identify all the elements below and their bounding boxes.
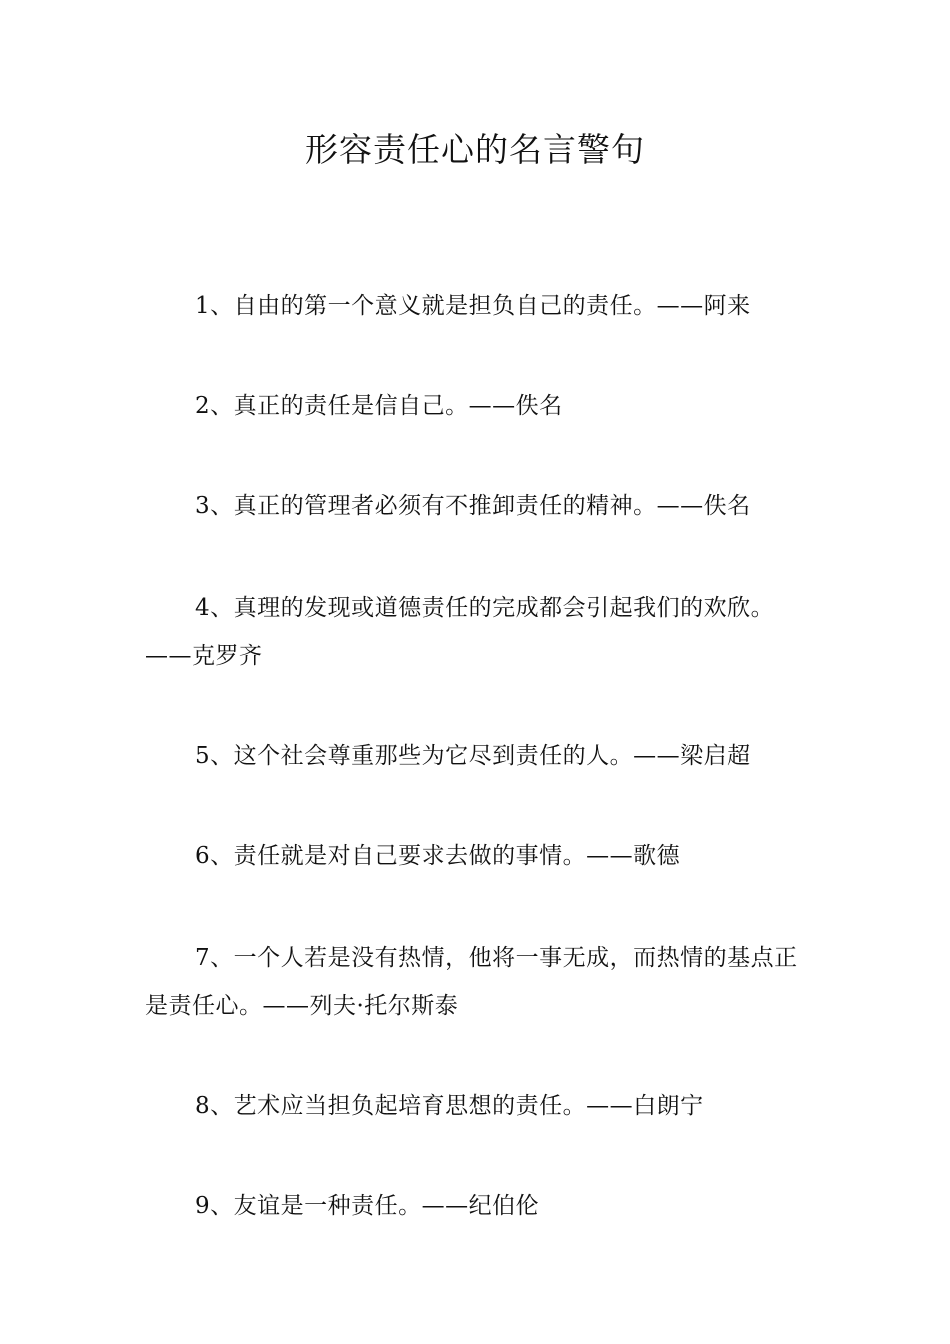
quote-item: 4、真理的发现或道德责任的完成都会引起我们的欢欣。——克罗齐 (145, 595, 775, 669)
quote-item: 9、友谊是一种责任。——纪伯伦 (195, 1193, 540, 1219)
quote-item: 8、艺术应当担负起培育思想的责任。——白朗宁 (195, 1093, 704, 1119)
quote-item: 3、真正的管理者必须有不推卸责任的精神。——佚名 (195, 493, 751, 519)
document-title: 形容责任心的名言警句 (305, 130, 645, 169)
quote-item: 6、责任就是对自己要求去做的事情。——歌德 (195, 843, 681, 869)
quote-item: 5、这个社会尊重那些为它尽到责任的人。——梁启超 (195, 743, 751, 769)
quote-item: 7、一个人若是没有热情，他将一事无成，而热情的基点正是责任心。——列夫·托尔斯泰 (145, 945, 798, 1019)
quote-item: 1、自由的第一个意义就是担负自己的责任。——阿来 (195, 293, 751, 319)
quote-item: 2、真正的责任是信自己。——佚名 (195, 393, 563, 419)
